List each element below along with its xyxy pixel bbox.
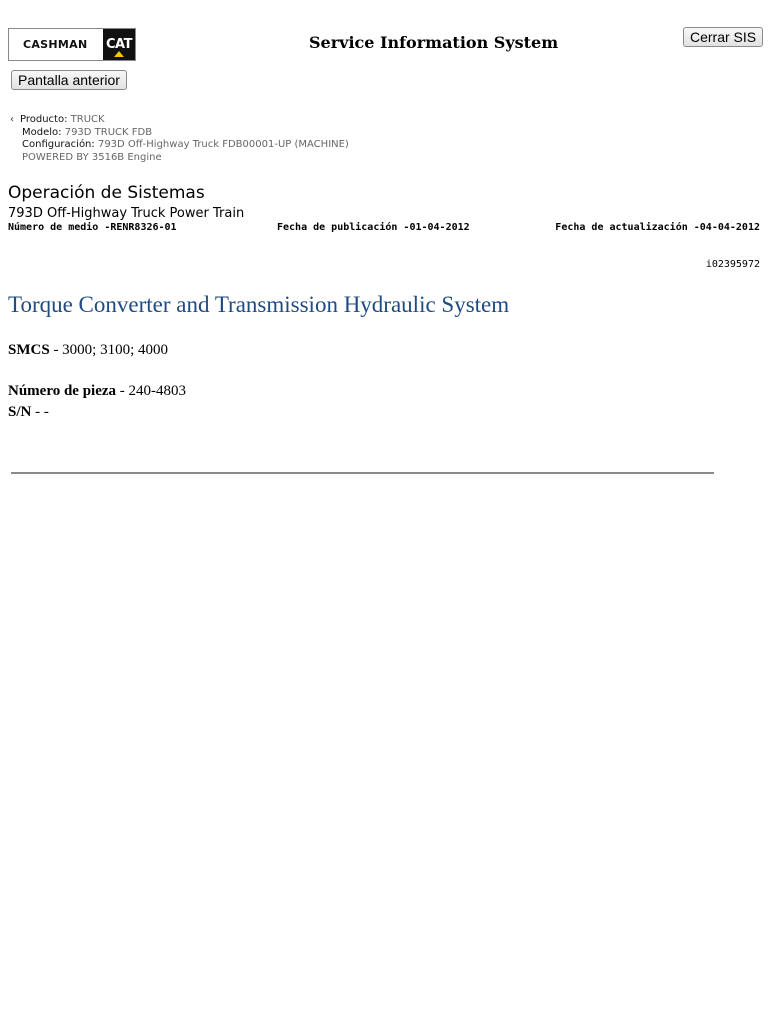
page-title: Service Information System [309, 33, 559, 52]
product-value: TRUCK [70, 114, 105, 125]
cat-logo-icon [103, 29, 135, 60]
article-title: Torque Converter and Transmission Hydraulic System [8, 292, 510, 317]
product-label: Producto: [20, 114, 68, 125]
cat-triangle-icon [114, 51, 124, 57]
product-info [10, 114, 349, 164]
smcs-label: SMCS [8, 342, 50, 358]
document-id: i02395972 [705, 259, 760, 270]
update-date: Fecha de actualización -04-04-2012 [555, 222, 760, 233]
engine-row [10, 152, 349, 165]
serial-number-value: - - [31, 404, 49, 420]
model-label: Modelo: [22, 126, 62, 138]
section-subtitle: 793D Off-Highway Truck Power Train [8, 206, 245, 221]
engine-line: POWERED BY 3516B Engine [22, 151, 162, 163]
cashman-cat-logo [8, 28, 136, 61]
close-sis-button[interactable]: Cerrar SIS [683, 27, 763, 47]
part-number-field [8, 383, 186, 400]
config-row [10, 139, 349, 152]
serial-number-label: S/N [8, 404, 32, 420]
part-number-label: Número de pieza [8, 383, 117, 399]
config-value: 793D Off-Highway Truck FDB00001-UP (MACHINE) [97, 139, 349, 150]
logo-text: CASHMAN [23, 38, 88, 51]
smcs-field [8, 342, 168, 359]
back-button[interactable]: Pantalla anterior [11, 70, 127, 90]
collapse-arrow-icon[interactable]: ‹ [10, 114, 14, 125]
smcs-value: - 3000; 3100; 4000 [49, 342, 169, 358]
serial-number-field [8, 404, 49, 421]
divider [11, 472, 714, 474]
publication-date: Fecha de publicación -01-04-2012 [277, 222, 470, 233]
model-value: 793D TRUCK FDB [64, 126, 153, 138]
section-title: Operación de Sistemas [8, 183, 205, 203]
media-number: Número de medio -RENR8326-01 [8, 222, 177, 233]
product-row [10, 114, 349, 127]
part-number-value: - 240-4803 [116, 383, 187, 399]
logo-badge-text: CAT [106, 37, 132, 52]
model-row [10, 127, 349, 140]
config-label: Configuración: [22, 139, 95, 150]
